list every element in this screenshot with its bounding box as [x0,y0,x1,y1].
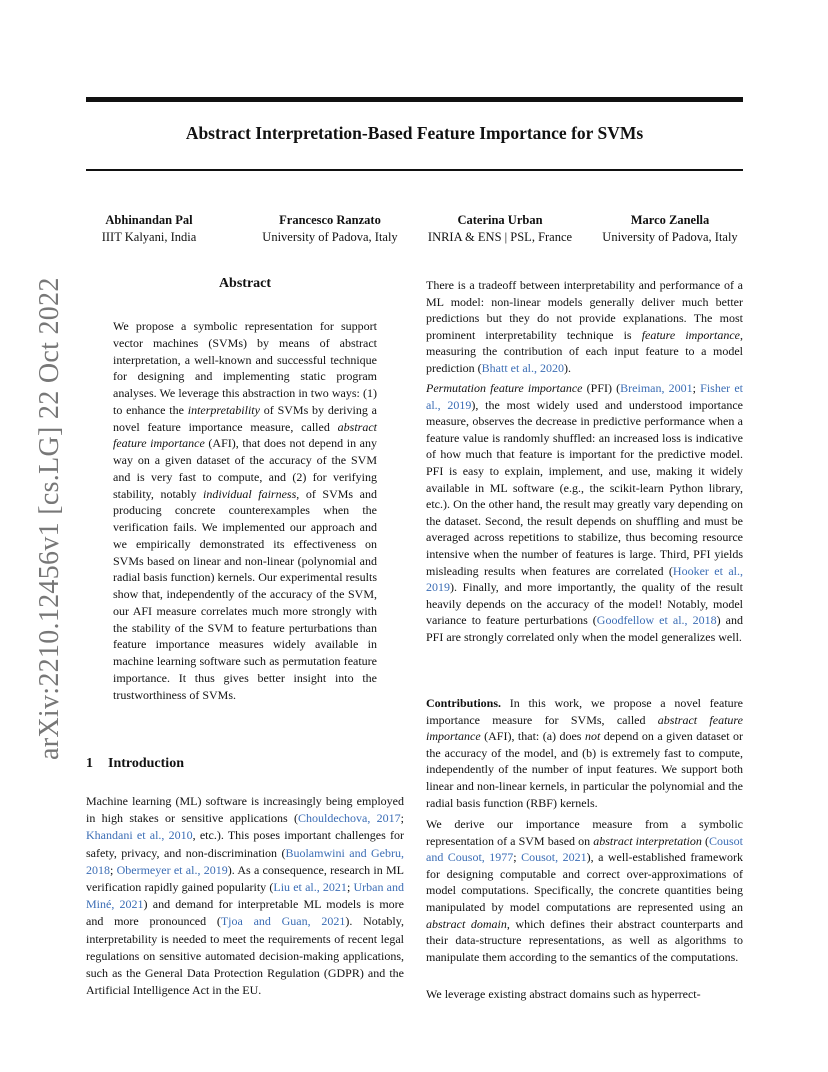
author-name: Marco Zanella [630,213,710,227]
right-paragraph-tradeoff: There is a tradeoff between interpretability and performance of a ML model: non-linear models generally deliver much better predictions but they do not provide explanations. The most prominent interpretability technique is feature importance, measuring the contribution of each input feature to a model prediction (Bhatt et al., 2020). [426,278,743,375]
right-paragraph-pfi: Permutation feature importance (PFI) (Breiman, 2001; Fisher et al., 2019), the most widely used and understood importance measure, observes the decrease in predictive performance when a feature value is randomly shuffled: an increased loss is indicative of how much that feature is important for the predictive model. PFI is easy to explain, implement, and use, making it widely available in ML software (e.g., the scikit-learn Python library, etc.). On the other hand, the result may greatly vary depending on the dataset. Second, the result depends on shuffling and must be averaged across repetitions to stabilize, thus becoming resource intensive when the number of features is large. Third, PFI yields misleading results when features are correlated (Hooker et al., 2019). Finally, and more importantly, the quality of the result heavily depends on the accuracy of the model! Notably, model variance to feature perturbations (Goodfellow et al., 2018) and PFI are strongly correlated only when the model generalizes well. [426,381,743,644]
right-paragraph-derivation: We derive our importance measure from a symbolic representation of a SVM based on abstract interpretation (Cousot and Cousot, 1977; Cousot, 2021), a well-established framework for designing computable and correct over-approximations of model computations. Specifically, the concrete quantities being manipulated by model computations are represented using an abstract domain, which defines their abstract counterparts and their data-structure representations, as well as algorithms to manipulate them according to the semantics of the computations. [426,817,744,964]
title-top-rule [86,97,743,102]
citation-link[interactable]: Fisher et al., 2019 [426,381,743,412]
citation-link[interactable]: Goodfellow et al., 2018 [596,613,717,628]
citation-link[interactable]: Breiman, 2001 [620,381,693,395]
citation-link[interactable]: Khandani et al., 2010 [86,828,193,843]
author-affiliation: IIIT Kalyani, India [101,230,197,244]
citation-link[interactable]: Urban and Miné, 2021 [86,880,404,912]
abstract-text: We propose a symbolic representation for support vector machines (SVMs) by means of abstract interpretation, a well-known and successful technique for designing and implementing static program analyses. We leverage this abstraction in two ways: (1) to enhance the interpretability of SVMs by deriving a novel feature importance measure, called abstract feature importance (AFI), that does not depend in any way on a given dataset of the accuracy of the SVM and is very fast to compute, and (2) for verifying stability, notably individual fairness, of SVMs and producing concrete counterexamples when the verification fails. We implemented our approach and we empirically demonstrated its effectiveness on SVMs based on linear and non-linear (polynomial and radial basis function) kernels. Our experimental results show that, independently of the accuracy of the SVM, our AFI measure correlates much more strongly with the stability of the SVM to feature perturbations than feature importance measures widely available in machine learning software such as permutation feature importance. It thus gives better insight into the trustworthiness of SVMs. [113,319,378,702]
citation-link[interactable]: Tjoa and Guan, 2021 [220,914,346,929]
right-paragraph-leverage: We leverage existing abstract domains such as hyperrect- [426,987,701,1001]
author-name: Caterina Urban [457,213,543,227]
citation-link[interactable]: Liu et al., 2021 [273,880,347,895]
author-3 [420,212,580,246]
author-affiliation: INRIA & ENS | PSL, France [427,230,573,244]
right-paragraph-contributions: Contributions. In this work, we propose a novel feature importance measure for SVMs, called abstract feature importance (AFI), that: (a) does not depend on a given dataset or the accuracy of the model, and (b) is extremely fast to compute, independently of the number of input features. We support both linear and non-linear kernels, in particular the polynomial and the radial basis function (RBF) kernels. [426,696,743,810]
author-name: Abhinandan Pal [105,213,193,227]
author-name: Francesco Ranzato [279,213,381,227]
citation-link[interactable]: Bhatt et al., 2020 [481,360,564,375]
contributions-label: Contributions. [426,696,502,710]
author-4 [590,212,750,246]
citation-link[interactable]: Cousot and Cousot, 1977 [426,833,744,865]
citation-link[interactable]: Chouldechova, 2017 [298,811,401,826]
citation-link[interactable]: Hooker et al., 2019 [426,563,743,595]
citation-link[interactable]: Buolamwini and Gebru, 2018 [86,845,404,877]
section-heading-introduction: 1 Introduction [86,756,184,771]
intro-paragraph: Machine learning (ML) software is increasingly being employed in high stakes or sensitive applications (Chouldechova, 2017; Khandani et al., 2010, etc.). This poses important challenges for safety, privacy, and non-discrimination (Buolamwini and Gebru, 2018; Obermeyer et al., 2019). As a consequence, research in ML verification rapidly gained popularity (Liu et al., 2021; Urban and Miné, 2021) and demand for interpretable ML models is more and more pronounced (Tjoa and Guan, 2021). Notably, interpretability is needed to meet the requirements of recent legal regulations on sensitive automated decision-making applications, such as the General Data Protection Regulation (GDPR) and the Artificial Intelligence Act in the EU. [86,794,404,998]
author-affiliation: University of Padova, Italy [262,230,398,244]
title-bottom-rule [86,169,743,171]
arxiv-identifier: arXiv:2210.12456v1 [cs.LG] 22 Oct 2022 [34,277,65,760]
abstract-heading: Abstract [218,276,272,291]
author-affiliation: University of Padova, Italy [602,230,738,244]
citation-link[interactable]: Cousot, 2021 [521,850,587,865]
author-2 [250,212,410,246]
paper-title: Abstract Interpretation-Based Feature Importance for SVMs [185,123,644,143]
citation-link[interactable]: Obermeyer et al., 2019 [116,862,228,877]
author-1 [74,212,224,246]
